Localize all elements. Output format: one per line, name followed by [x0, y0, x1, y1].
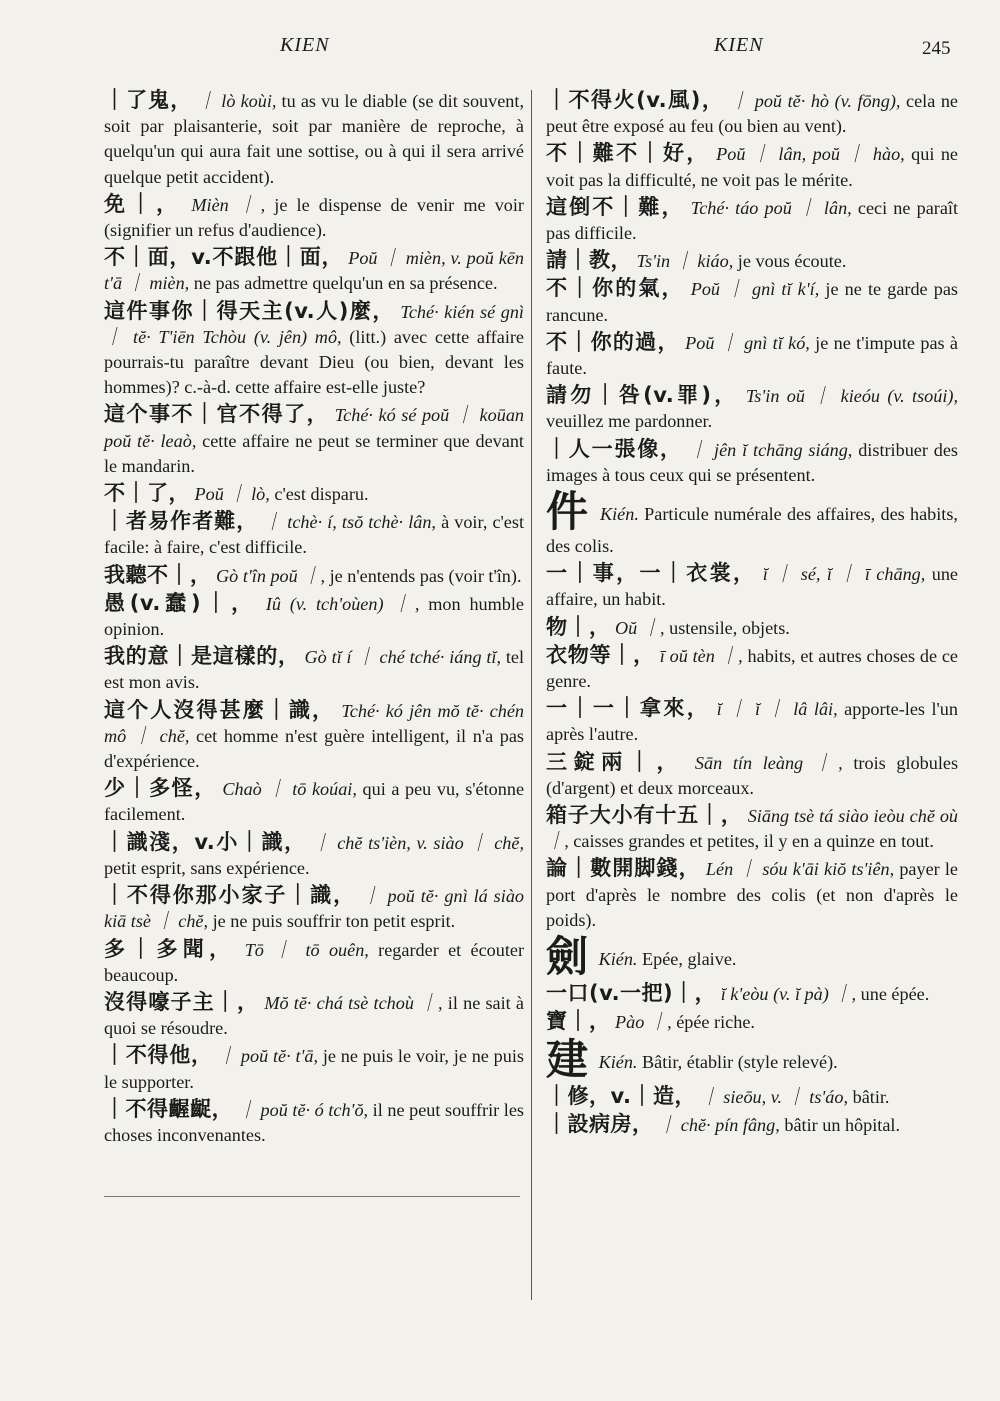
chinese-phrase: ｜人一張像， — [546, 436, 683, 461]
dictionary-entry — [104, 698, 524, 775]
definition-text: je ne te garde pas rancune. — [546, 279, 958, 325]
romanization: ｜ sieōu, v. ｜ ts'áo, — [700, 1086, 849, 1107]
chinese-phrase: ｜不得你那小家子｜識， — [104, 883, 356, 908]
romanization: ī oŭ tèn ｜, — [659, 645, 743, 666]
definition-text: bâtir un hôpital. — [779, 1114, 901, 1135]
romanization: ｜ poŭ tĕ· hò (v. fōng), — [729, 91, 901, 111]
romanization: Kién. — [598, 949, 638, 970]
romanization: Tché· táo poŭ ｜ lân, — [690, 197, 852, 218]
chinese-phrase: 這个事不｜官不得了， — [104, 402, 330, 427]
chinese-phrase: 請｜教， — [546, 248, 632, 273]
romanization: Pào ｜, — [615, 1012, 672, 1033]
romanization: Gò t'în poŭ ｜, — [216, 565, 326, 586]
definition-text: caisses grandes et petites, il y en a quinze en tout. — [568, 831, 934, 852]
dictionary-entry — [546, 981, 958, 1007]
romanization: Chaò ｜ tō koúai, — [222, 779, 357, 800]
headword-entry — [546, 932, 958, 982]
dictionary-entry — [546, 330, 958, 381]
romanization: Mŏ tĕ· chá tsè tchoù ｜, — [264, 992, 443, 1013]
romanization: Kién. — [599, 504, 639, 525]
romanization: Siāng tsè tá siào ieòu chĕ où ｜, — [546, 806, 959, 852]
romanization: ｜ jên ĭ tchāng siáng, — [688, 439, 853, 460]
dictionary-entry — [104, 776, 524, 827]
romanization: ĭ k'eòu (v. ĭ pà) ｜, — [720, 984, 857, 1005]
chinese-phrase: 不｜面，v.不跟他｜面， — [104, 245, 344, 270]
definition-text: habits, et autres choses de ce genre. — [546, 645, 959, 692]
dictionary-entry — [104, 299, 524, 401]
definition-text: mon humble opinion. — [104, 593, 525, 640]
dictionary-entry — [104, 830, 524, 881]
dictionary-entry — [104, 644, 524, 695]
definition-text: qui a peu vu, s'étonne facilement. — [104, 779, 525, 825]
column-divider — [531, 90, 532, 1300]
romanization: Sān tín leàng ｜, — [694, 752, 843, 773]
romanization: ｜ tchè· í, tsŏ tchè· lân, — [263, 512, 436, 533]
dictionary-entry — [104, 1097, 524, 1148]
headword-character: 件 — [546, 487, 589, 537]
definition-text: (litt.) avec cette affaire pourrais-tu paraître devant Dieu (ou bien, devant les hommes)? c.-à-d. cette affaire est-elle juste? — [104, 326, 524, 398]
chinese-phrase: ｜設病房， — [546, 1111, 654, 1136]
definition-text: il ne peut souffrir les choses inconvenantes. — [104, 1099, 524, 1145]
chinese-phrase: ｜不得齷齪， — [104, 1096, 234, 1121]
chinese-phrase: ｜不得他， — [104, 1043, 213, 1068]
definition-text: je n'entends pas (voir t'în). — [325, 565, 522, 586]
romanization: ｜ poŭ tĕ· t'ā, — [217, 1046, 319, 1067]
definition-text: Bâtir, établir (style relevé). — [637, 1051, 838, 1072]
dictionary-entry — [546, 248, 958, 274]
chinese-phrase: 我的意｜是這樣的， — [104, 644, 300, 669]
definition-text: payer le port d'après le nombre des colis (et non d'après le poids). — [546, 859, 958, 930]
definition-text: cet homme n'est guère intelligent, il n'a pas d'expérience. — [104, 725, 524, 772]
dictionary-entry — [546, 1112, 958, 1138]
romanization: Poŭ ｜ mièn, v. poŭ kēn t'ā ｜ mièn, — [104, 248, 524, 294]
definition-text: apporte-les l'un après l'autre. — [546, 699, 958, 745]
romanization: ｜ chĕ ts'ièn, v. siào ｜ chĕ, — [312, 832, 524, 853]
romanization: Poŭ ｜ gnì tĭ k'í, — [690, 279, 820, 300]
romanization: Ts'in ｜ kiáo, — [636, 251, 734, 272]
romanization: ĭ ｜ ĭ ｜ lâ lâi, — [716, 699, 838, 720]
definition-text: Particule numérale des affaires, des habits, des colis. — [546, 504, 958, 557]
definition-text: il ne sait à quoi se résoudre. — [104, 992, 525, 1039]
dictionary-entry — [546, 750, 958, 801]
dictionary-entry — [104, 245, 524, 296]
chinese-phrase: ｜不得火(v.風)， — [546, 88, 725, 112]
romanization: Ts'in oŭ ｜ kieóu (v. tsoúi), — [745, 386, 958, 407]
definition-text: je vous écoute. — [733, 251, 847, 272]
definition-text: Epée, glaive. — [637, 949, 737, 970]
definition-text: petit esprit, sans expérience. — [104, 857, 310, 878]
romanization: Tché· kién sé gnì ｜ tĕ· T'iēn Tchòu (v. jên) mô, — [104, 301, 524, 347]
romanization: Oŭ ｜, — [615, 617, 665, 638]
definition-text: trois globules (d'argent) et deux morceaux. — [546, 752, 959, 798]
chinese-phrase: 這件事你｜得天主(v.人)麼， — [104, 298, 395, 323]
romanization: Gò tĭ í ｜ ché tché· iáng tĭ, — [304, 647, 502, 668]
page-number: 245 — [922, 38, 951, 59]
chinese-phrase: 免｜， — [104, 191, 183, 216]
dictionary-entry — [104, 88, 524, 190]
definition-text: ne pas admettre quelqu'un en sa présence. — [189, 273, 498, 294]
romanization: Lén ｜ sóu k'āi kiŏ ts'iên, — [705, 859, 895, 880]
chinese-phrase: 物｜， — [546, 614, 611, 639]
definition-text: à voir, c'est facile: à faire, c'est difficile. — [104, 512, 525, 558]
dictionary-entry — [104, 1043, 524, 1094]
dictionary-entry — [104, 883, 524, 934]
definition-text: veuillez me pardonner. — [546, 411, 713, 432]
chinese-phrase: 多｜多聞， — [104, 936, 236, 961]
romanization: Tché· kó sé poŭ ｜ koūan poŭ tĕ· leaò, — [104, 405, 525, 451]
chinese-phrase: 衣物等｜， — [546, 642, 655, 667]
right-column — [546, 88, 958, 1138]
dictionary-entry — [104, 402, 524, 479]
dictionary-entry — [546, 141, 958, 192]
dictionary-entry — [546, 615, 958, 641]
chinese-phrase: 論｜數開脚錢， — [546, 856, 701, 881]
dictionary-entry — [104, 591, 524, 642]
romanization: ｜ poŭ tĕ· ó tch'ŏ, — [237, 1099, 369, 1120]
headword-entry — [546, 487, 958, 559]
chinese-phrase: 請勿｜咎(v.罪)， — [546, 383, 739, 408]
dictionary-entry — [546, 696, 958, 747]
dictionary-entry — [546, 437, 958, 488]
chinese-phrase: 箱子大小有十五｜， — [546, 803, 743, 828]
romanization: ｜ poŭ tĕ· gnì lá siào kiā tsè ｜ chĕ, — [104, 886, 525, 932]
definition-text: qui ne voit pas la difficulté, ne voit pas le mérite. — [546, 144, 958, 190]
chinese-phrase: ｜者易作者難， — [104, 509, 259, 534]
section-rule — [104, 1196, 520, 1197]
chinese-phrase: 不｜難不｜好， — [546, 141, 710, 166]
dictionary-entry — [104, 509, 524, 560]
headword-character: 建 — [546, 1034, 589, 1084]
headword-character: 劍 — [546, 932, 589, 982]
dictionary-entry — [104, 990, 524, 1041]
chinese-phrase: 寶｜， — [546, 1009, 611, 1034]
header-left-keyword: KIEN — [280, 34, 330, 56]
romanization: ｜ lò koùi, — [197, 91, 277, 111]
definition-text: ustensile, objets. — [664, 617, 790, 638]
chinese-phrase: 不｜你的氣， — [546, 276, 685, 301]
definition-text: cela ne peut être exposé au feu (ou bien au vent). — [546, 91, 959, 137]
chinese-phrase: 這个人沒得甚麼｜識， — [104, 697, 336, 722]
definition-text: une épée. — [856, 984, 930, 1005]
dictionary-entry — [546, 383, 958, 434]
chinese-phrase: ｜了鬼， — [104, 88, 193, 112]
chinese-phrase: 愚(v.蠢)｜， — [104, 590, 257, 615]
romanization: ｜ chĕ· pín fâng, — [658, 1114, 780, 1135]
chinese-phrase: 一｜一｜拿來， — [546, 696, 711, 721]
headword-entry — [546, 1034, 958, 1084]
dictionary-entry — [546, 856, 958, 933]
chinese-phrase: 三錠兩｜， — [546, 749, 685, 774]
running-header — [0, 34, 1000, 64]
definition-text: distribuer des images à tous ceux qui se présentent. — [546, 439, 959, 485]
definition-text: regarder et écouter beaucoup. — [104, 939, 525, 985]
romanization: Poŭ ｜ lân, poŭ ｜ hào, — [716, 144, 905, 165]
chinese-phrase: 沒得嚎子主｜， — [104, 989, 260, 1014]
definition-text: ceci ne paraît pas difficile. — [546, 197, 959, 244]
chinese-phrase: 一口(v.一把)｜， — [546, 981, 717, 1006]
dictionary-entry — [546, 1009, 958, 1035]
dictionary-entry — [104, 481, 524, 507]
definition-text: tel est mon avis. — [104, 647, 524, 693]
chinese-phrase: 不｜了， — [104, 481, 190, 506]
dictionary-entry — [546, 195, 958, 246]
left-column — [104, 88, 524, 1148]
dictionary-entry — [546, 88, 958, 139]
romanization: ĭ ｜ sé, ĭ ｜ ī chāng, — [762, 564, 926, 585]
definition-text: c'est disparu. — [269, 484, 369, 505]
dictionary-entry — [546, 1084, 958, 1110]
definition-text: je ne puis le voir, je ne puis le supporter. — [104, 1046, 525, 1092]
dictionary-entry — [546, 803, 958, 854]
romanization: Kién. — [598, 1051, 638, 1072]
romanization: Mièn ｜, — [191, 194, 266, 215]
chinese-phrase: 我聽不｜， — [104, 562, 212, 587]
definition-text: je ne t'impute pas à faute. — [546, 332, 959, 379]
chinese-phrase: 這倒不｜難， — [546, 194, 685, 219]
definition-text: tu as vu le diable (se dit souvent, soit par plaisanterie, soit par manière de reproche, à quelqu'un qui aura fait une sottise, ou à qui il sera arrivé quelque petit accident). — [104, 91, 524, 187]
dictionary-entry — [546, 276, 958, 327]
definition-text: cette affaire ne peut se terminer que devant le mandarin. — [104, 430, 524, 476]
romanization: Poŭ ｜ gnì tĭ kó, — [685, 332, 810, 353]
chinese-phrase: 一｜事，一｜衣裳， — [546, 561, 757, 586]
romanization: Poŭ ｜ lò, — [194, 484, 270, 505]
romanization: Tō ｜ tō ouên, — [244, 939, 369, 960]
chinese-phrase: 不｜你的過， — [546, 329, 680, 354]
definition-text: une affaire, un habit. — [546, 564, 958, 610]
romanization: Iû (v. tch'oùen) ｜, — [265, 593, 420, 614]
chinese-phrase: ｜識淺，v.小｜識， — [104, 829, 307, 854]
dictionary-entry — [546, 643, 958, 694]
dictionary-entry — [104, 563, 524, 589]
romanization: Tché· kó jên mŏ tĕ· chén mô ｜ chĕ, — [104, 700, 525, 746]
definition-text: je ne puis souffrir ton petit esprit. — [208, 911, 456, 932]
definition-text: épée riche. — [671, 1012, 755, 1033]
definition-text: je le dispense de venir me voir (signifier un refus d'audience). — [104, 194, 524, 241]
dictionary-entry — [104, 937, 524, 988]
chinese-phrase: 少｜多怪， — [104, 776, 217, 801]
chinese-phrase: ｜修，v.｜造， — [546, 1083, 696, 1108]
definition-text: bâtir. — [848, 1086, 890, 1107]
dictionary-entry — [546, 561, 958, 612]
dictionary-entry — [104, 192, 524, 243]
header-right-keyword: KIEN — [714, 34, 764, 56]
